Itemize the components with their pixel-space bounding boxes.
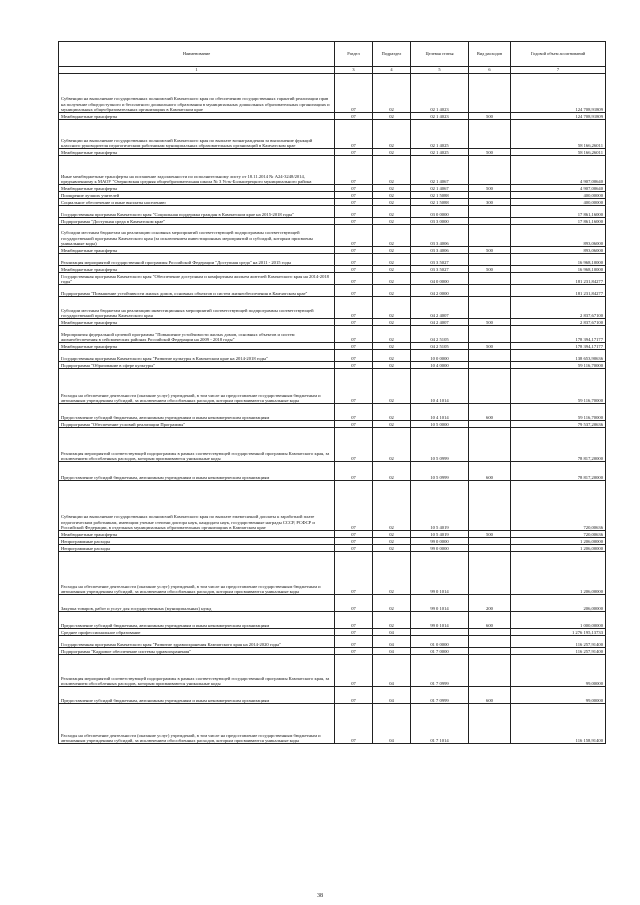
cell-code: 99 0 1014 [411,552,469,595]
cell-subsection: 02 [373,199,411,206]
cell-code: 01 0 0000 [411,636,469,648]
cell-amount: 124 708,91809 [511,74,606,113]
cell-amount: 178 394,17177 [511,326,606,343]
cell-subsection: 02 [373,319,411,326]
table-row [59,199,606,206]
cell-amount: 138 653,90636 [511,350,606,362]
cell-amount: 720,00636 [511,531,606,538]
cell-code: 01 7 0999 [411,655,469,687]
cell-exp [469,655,511,687]
cell-name: Межбюджетные трансферты [59,343,335,350]
cell-exp [469,254,511,266]
cell-subsection: 02 [373,545,411,552]
cell-exp: 300 [469,199,511,206]
table-row [59,404,606,421]
cell-amount: 2 837,67100 [511,319,606,326]
cell-section: 07 [335,225,373,247]
cell-name: Межбюджетные трансферты [59,185,335,192]
cell-subsection: 02 [373,343,411,350]
table-row [59,319,606,326]
table-row [59,225,606,247]
cell-name: Субвенции на выполнение государственных полномочий Камчатского края по выплате вознаграждения за выполнение функций классного руководителя педагогическим работникам муниципальных образовательных организаций в Камчатском крае [59,120,335,149]
cell-amount: 893,06000 [511,225,606,247]
cell-code: 02 1 4067 [411,185,469,192]
cell-amount: 17 861,16000 [511,206,606,218]
cell-name: Межбюджетные трансферты [59,149,335,156]
cell-amount: 116 257,91400 [511,636,606,648]
table-row [59,538,606,545]
cell-code: 10 4 1014 [411,369,469,404]
cell-amount: 17 861,16000 [511,218,606,225]
table-row [59,552,606,595]
cell-code: 02 1 4023 [411,113,469,120]
cell-exp [469,545,511,552]
cell-section: 07 [335,149,373,156]
cell-amount: 400,00000 [511,199,606,206]
cell-code: 10 5 0999 [411,462,469,481]
table-row [59,545,606,552]
cell-subsection: 02 [373,595,411,612]
cell-name: Межбюджетные трансферты [59,266,335,273]
cell-name: Расходы на обеспечение деятельности (оказание услуг) учреждений, в том числе на предоставление государственным бюджетным и автономным учреждениям субсидий, за исключением обособленных расходов, которым присваиваются уникальные коды [59,552,335,595]
cell-code: 02 1 4067 [411,156,469,185]
cell-section: 07 [335,218,373,225]
cell-code: 99 0 1014 [411,612,469,629]
table-row [59,149,606,156]
cell-name: Непрограммные расходы [59,538,335,545]
cell-subsection: 02 [373,531,411,538]
cell-section: 07 [335,343,373,350]
table-row [59,113,606,120]
cell-amount: 4 907,00640 [511,185,606,192]
cell-exp: 500 [469,266,511,273]
cell-amount: 181 231,84277 [511,273,606,285]
cell-code: 04 2 4007 [411,297,469,319]
cell-section: 07 [335,266,373,273]
cell-name: Расходы на обеспечение деятельности (оказание услуг) учреждений, в том числе на предоставление государственным бюджетным и автономным учреждениям субсидий, за исключением обособленных расходов, которым присваиваются уникальные коды [59,369,335,404]
table-row [59,655,606,687]
header-section: Раздел [335,42,373,67]
cell-section: 07 [335,120,373,149]
cell-amount: 181 231,84277 [511,285,606,297]
cell-exp [469,538,511,545]
cell-section: 07 [335,350,373,362]
cell-code: 04 0 0000 [411,273,469,285]
cell-code: 03 3 0000 [411,218,469,225]
cell-section: 07 [335,421,373,428]
cell-name: Поощрение лучших учителей [59,192,335,199]
cell-amount: 78 817,20000 [511,428,606,462]
cell-code: 99 0 0000 [411,545,469,552]
cell-subsection: 02 [373,254,411,266]
cell-amount: 720,00636 [511,481,606,531]
table-row [59,254,606,266]
cell-name: Межбюджетные трансферты [59,247,335,254]
cell-subsection: 02 [373,266,411,273]
table-row [59,612,606,629]
cell-name: Предоставление субсидий бюджетным, автономным учреждениям и иным некоммерческим организациям [59,404,335,421]
cell-section: 07 [335,481,373,531]
cell-section: 07 [335,285,373,297]
cell-name: Государственная программа Камчатского края "Обеспечение доступным и комфортным жильем жителей Камчатского края на 2014-2018 годы" [59,273,335,285]
cell-exp [469,362,511,369]
column-number: 5 [411,67,469,74]
cell-exp [469,273,511,285]
cell-subsection: 02 [373,225,411,247]
cell-subsection: 02 [373,350,411,362]
cell-amount: 79 537,20636 [511,421,606,428]
cell-exp: 500 [469,343,511,350]
cell-exp: 200 [469,595,511,612]
cell-name: Субсидии местным бюджетам на реализацию инвестиционных мероприятий соответствующей подпрограммы соответствующей государственной программы Камчатского края [59,297,335,319]
cell-amount: 1 206,00000 [511,545,606,552]
cell-subsection: 02 [373,462,411,481]
table-row [59,362,606,369]
cell-amount: 58 166,26011 [511,120,606,149]
table-row [59,343,606,350]
cell-subsection: 02 [373,120,411,149]
cell-section: 07 [335,74,373,113]
cell-exp [469,636,511,648]
cell-amount: 1 000,00000 [511,612,606,629]
cell-name: Предоставление субсидий бюджетным, автономным учреждениям и иным некоммерческим организациям [59,462,335,481]
header-expense-type: Вид расходов [469,42,511,67]
table-row [59,285,606,297]
cell-exp: 500 [469,247,511,254]
cell-name: Закупка товаров, работ и услуг для государственных (муниципальных) нужд [59,595,335,612]
cell-exp [469,218,511,225]
cell-subsection: 02 [373,192,411,199]
cell-subsection: 04 [373,704,411,744]
cell-section: 07 [335,552,373,595]
cell-code: 01 7 0999 [411,687,469,704]
cell-subsection: 02 [373,421,411,428]
cell-exp: 500 [469,113,511,120]
cell-exp [469,120,511,149]
cell-subsection: 02 [373,481,411,531]
column-number: 4 [373,67,411,74]
cell-code: 10 4 1014 [411,404,469,421]
table-row [59,687,606,704]
cell-section: 07 [335,655,373,687]
cell-name: Социальное обеспечение и иные выплаты населению [59,199,335,206]
cell-name: Субсидии местным бюджетам на реализацию основных мероприятий соответствующей подпрограммы соответствующей государственной программы Камчатского края (за исключением инвестиционных мероприятий и субсидий, которым присвоены уникальные коды) [59,225,335,247]
cell-code: 99 0 0000 [411,538,469,545]
cell-amount: 893,06000 [511,247,606,254]
cell-subsection: 04 [373,648,411,655]
cell-code: 10 5 0000 [411,421,469,428]
cell-code: 04 2 4007 [411,319,469,326]
table-row [59,192,606,199]
cell-amount: 59 116,70000 [511,369,606,404]
cell-amount: 59 116,70000 [511,404,606,421]
cell-amount: 4 907,00640 [511,156,606,185]
cell-exp: 500 [469,149,511,156]
cell-code: 10 5 4019 [411,531,469,538]
cell-code: 10 5 4019 [411,481,469,531]
cell-section: 07 [335,648,373,655]
cell-exp: 600 [469,612,511,629]
cell-section: 07 [335,629,373,636]
cell-code: 04 2 5105 [411,326,469,343]
cell-subsection: 04 [373,655,411,687]
cell-subsection: 04 [373,629,411,636]
cell-name: Подпрограмма "Образование в сфере культуры" [59,362,335,369]
cell-subsection: 02 [373,428,411,462]
cell-section: 07 [335,636,373,648]
table-row [59,120,606,149]
cell-exp [469,326,511,343]
cell-code: 04 2 0000 [411,285,469,297]
cell-name: Непрограммные расходы [59,545,335,552]
cell-name: Межбюджетные трансферты [59,531,335,538]
cell-amount: 124 708,91809 [511,113,606,120]
cell-name: Иные межбюджетные трансферты на погашение задолженности по исполнительному листу от 18.11.2014 № А24-3248/2014, предъявленному к МАОУ "Озерновская средняя общеобразовательная школа № 3 Усть-Большерецкого муниципального района [59,156,335,185]
cell-amount: 78 817,20000 [511,462,606,481]
cell-subsection: 02 [373,538,411,545]
column-number-row [59,67,606,74]
cell-amount: 1 206,00000 [511,538,606,545]
cell-section: 07 [335,199,373,206]
cell-amount: 400,00000 [511,192,606,199]
table-row [59,74,606,113]
cell-section: 07 [335,428,373,462]
cell-subsection: 02 [373,149,411,156]
header-code: Целевая статья [411,42,469,67]
cell-exp [469,350,511,362]
cell-code: 10 4 0000 [411,362,469,369]
cell-section: 07 [335,206,373,218]
cell-code: 02 1 4025 [411,149,469,156]
cell-section: 07 [335,273,373,285]
cell-subsection: 04 [373,636,411,648]
cell-subsection: 02 [373,362,411,369]
cell-code: 03 3 4006 [411,225,469,247]
cell-name: Расходы на обеспечение деятельности (оказание услуг) учреждений, в том числе на предоставление государственным бюджетным и автономным учреждениям субсидий, за исключением обособленных расходов, которым присваиваются уникальные коды [59,704,335,744]
cell-code: 01 7 0000 [411,648,469,655]
cell-exp [469,428,511,462]
cell-name: Подпрограмма "Обеспечение условий реализации Программы" [59,421,335,428]
cell-name: Мероприятия федеральной целевой программы "Повышение устойчивости жилых домов, основных объектов и систем жизнеобеспечения в сейсмических районах Российской Федерации на 2009 - 2018 годы" [59,326,335,343]
cell-amount: 99,00000 [511,687,606,704]
cell-section: 07 [335,595,373,612]
cell-name: Межбюджетные трансферты [59,319,335,326]
cell-amount: 1 276 195,13733 [511,629,606,636]
cell-exp: 500 [469,319,511,326]
header-subsection: Подраздел [373,42,411,67]
cell-exp [469,369,511,404]
cell-section: 07 [335,462,373,481]
cell-section: 07 [335,404,373,421]
cell-section: 07 [335,612,373,629]
cell-subsection: 02 [373,185,411,192]
cell-name: Межбюджетные трансферты [59,113,335,120]
table-row [59,266,606,273]
cell-subsection: 02 [373,273,411,285]
table-body [59,74,606,744]
cell-exp [469,156,511,185]
cell-name: Государственная программа Камчатского края "Социальная поддержка граждан в Камчатском крае на 2015-2018 годы" [59,206,335,218]
cell-code: 04 2 5105 [411,343,469,350]
cell-subsection: 02 [373,156,411,185]
cell-code: 02 1 4025 [411,120,469,149]
table-row [59,648,606,655]
table-row [59,185,606,192]
cell-section: 07 [335,247,373,254]
cell-section: 07 [335,113,373,120]
cell-amount: 116 257,91400 [511,648,606,655]
column-number: 3 [335,67,373,74]
table-row [59,273,606,285]
table-row [59,326,606,343]
table-row [59,462,606,481]
table-row [59,156,606,185]
cell-exp [469,192,511,199]
cell-exp [469,552,511,595]
cell-amount: 206,00000 [511,595,606,612]
cell-name: Предоставление субсидий бюджетным, автономным учреждениям и иным некоммерческим организациям [59,687,335,704]
cell-name: Субвенции на выполнение государственных полномочий Камчатского края по выплате ежемесячной доплаты к заработной плате педагогическим работникам, имеющим ученые степени доктора наук, кандидата наук, государственные награды СССР, РСФСР и Российской Федерации, в отдельных муниципальных образовательных организациях в Камчатском крае [59,481,335,531]
cell-name: Подпрограмма "Доступная среда в Камчатском крае" [59,218,335,225]
table-row [59,350,606,362]
cell-section: 07 [335,319,373,326]
cell-section: 07 [335,362,373,369]
cell-exp [469,225,511,247]
column-number: 7 [511,67,606,74]
cell-subsection: 02 [373,612,411,629]
cell-exp [469,629,511,636]
page-number: 38 [317,893,323,899]
cell-subsection: 02 [373,113,411,120]
cell-name: Субвенции на выполнение государственных полномочий Камчатского края по обеспечению государственных гарантий реализации прав на получение общедоступного и бесплатного дошкольного образования в муниципальных дошкольных образовательных организациях и муниципальных общеобразовательных организациях в Камчатском крае [59,74,335,113]
cell-exp: 600 [469,687,511,704]
header-amount: Годовой объем ассигнований [511,42,606,67]
header-name: Наименование [59,42,335,67]
cell-code: 99 0 1014 [411,595,469,612]
cell-subsection: 02 [373,206,411,218]
cell-code: 10 5 0999 [411,428,469,462]
cell-code: 03 3 5027 [411,254,469,266]
cell-exp [469,481,511,531]
cell-exp: 600 [469,404,511,421]
column-number: 6 [469,67,511,74]
cell-amount: 58 166,26011 [511,149,606,156]
cell-section: 07 [335,531,373,538]
cell-section: 07 [335,297,373,319]
table-row [59,636,606,648]
cell-section: 07 [335,156,373,185]
cell-amount: 59 116,70000 [511,362,606,369]
cell-code: 02 1 5088 [411,199,469,206]
column-number: 1 [59,67,335,74]
cell-code [411,629,469,636]
cell-section: 07 [335,369,373,404]
cell-section: 07 [335,704,373,744]
cell-section: 07 [335,254,373,266]
cell-section: 07 [335,326,373,343]
cell-exp [469,206,511,218]
cell-subsection: 02 [373,74,411,113]
cell-section: 07 [335,185,373,192]
cell-amount: 2 837,67100 [511,297,606,319]
cell-section: 07 [335,545,373,552]
table-row [59,421,606,428]
cell-name: Государственная программа Камчатского края "Развитие здравоохранения Камчатского края на 2014-2020 годы" [59,636,335,648]
cell-name: Реализация мероприятий соответствующей подпрограммы в рамках соответствующей государственной программы Камчатского края, за исключением обособленных расходов, которым присваиваются уникальные коды [59,655,335,687]
cell-name: Подпрограмма "Повышение устойчивости жилых домов, основных объектов и систем жизнеобеспечения в Камчатском крае" [59,285,335,297]
cell-name: Предоставление субсидий бюджетным, автономным учреждениям и иным некоммерческим организациям [59,612,335,629]
table-row [59,218,606,225]
table-row [59,595,606,612]
cell-code: 02 1 5088 [411,192,469,199]
table-row [59,531,606,538]
cell-exp [469,421,511,428]
cell-name: Государственная программа Камчатского края "Развитие культуры в Камчатском крае на 2014-2018 годы" [59,350,335,362]
table-row [59,629,606,636]
cell-amount: 16 968,10000 [511,254,606,266]
cell-exp: 500 [469,185,511,192]
budget-table [58,41,606,744]
cell-exp [469,74,511,113]
table-row [59,247,606,254]
cell-amount: 116 158,91400 [511,704,606,744]
cell-exp: 600 [469,462,511,481]
cell-exp [469,648,511,655]
cell-subsection: 02 [373,218,411,225]
table-row [59,297,606,319]
table-row [59,369,606,404]
cell-code: 03 0 0000 [411,206,469,218]
cell-subsection: 02 [373,326,411,343]
cell-amount: 16 968,10000 [511,266,606,273]
cell-code: 01 7 1014 [411,704,469,744]
cell-subsection: 02 [373,369,411,404]
cell-section: 07 [335,192,373,199]
cell-subsection: 02 [373,247,411,254]
cell-exp: 500 [469,531,511,538]
table-row [59,704,606,744]
cell-name: Реализация мероприятий соответствующей подпрограммы в рамках соответствующей государственной программы Камчатского края, за исключением обособленных расходов, которым присваиваются уникальные коды [59,428,335,462]
table-row [59,428,606,462]
cell-subsection: 02 [373,404,411,421]
cell-exp [469,285,511,297]
cell-exp [469,297,511,319]
cell-name: Реализация мероприятий государственной программы Российской Федерации "Доступная среда" на 2011 - 2015 годы [59,254,335,266]
cell-exp [469,704,511,744]
table-row [59,481,606,531]
table-header-row [59,42,606,67]
cell-code: 03 3 4006 [411,247,469,254]
cell-subsection: 02 [373,552,411,595]
cell-code: 02 1 4023 [411,74,469,113]
cell-name: Среднее профессиональное образование [59,629,335,636]
table-row [59,206,606,218]
cell-code: 03 3 5027 [411,266,469,273]
cell-amount: 178 394,17177 [511,343,606,350]
cell-section: 07 [335,687,373,704]
cell-subsection: 04 [373,687,411,704]
cell-section: 07 [335,538,373,545]
cell-name: Подпрограмма "Кадровое обеспечение системы здравоохранения" [59,648,335,655]
cell-amount: 99,00000 [511,655,606,687]
cell-amount: 1 206,00000 [511,552,606,595]
cell-code: 10 0 0000 [411,350,469,362]
cell-subsection: 02 [373,297,411,319]
cell-subsection: 02 [373,285,411,297]
